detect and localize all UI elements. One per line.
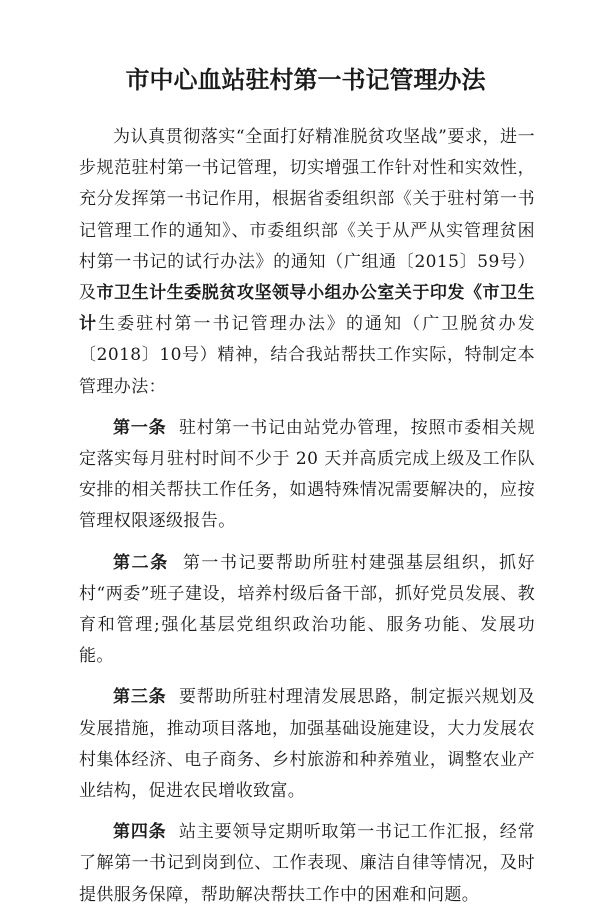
preamble-bold-text: 市卫生计生委脱贫攻坚领导小组办公室关于印发《市卫生计	[79, 283, 535, 335]
article-3-text: 要帮助所驻村理清发展思路，制定振兴规划及发展措施，推动项目落地，加强基础设施建设，大力发展农村集体经济、电子商务、乡村旅游和种养殖业，调整农业产业结构，促进农民增收致富。	[79, 687, 536, 802]
preamble-paragraph	[79, 122, 535, 403]
document-title: 市中心血站驻村第一书记管理办法	[125, 66, 486, 94]
article-1-text: 驻村第一书记由站党办管理，按照市委相关规定落实每月驻村时间不少于 20 天并高质完成上级及工作队安排的相关帮扶工作任务，如遇特殊情况需要解决的，应按管理权限逐级报告。	[79, 417, 536, 532]
article-3-paragraph	[79, 682, 535, 807]
article-4-text: 站主要领导定期听取第一书记工作汇报，经常了解第一书记到岗到位、工作表现、廉洁自律等情况，及时提供服务保障，帮助解决帮扶工作中的困难和问题。	[79, 822, 536, 905]
article-2-text: 第一书记要帮助所驻村建强基层组织，抓好村“两委”班子建设，培养村级后备干部，抓好党员发展、教育和管理;强化基层党组织政治功能、服务功能、发展功能。	[79, 552, 536, 667]
article-4-paragraph	[79, 817, 535, 911]
article-1-paragraph	[79, 413, 535, 538]
document-body	[79, 122, 535, 911]
preamble-text-2: 生委驻村第一书记管理办法》的通知（广卫脱贫办发〔2018〕10号）精神，结合我站帮扶工作实际，特制定本管理办法：	[79, 314, 535, 397]
article-4-label: 第四条	[113, 822, 167, 843]
article-2-paragraph	[79, 548, 535, 673]
preamble-text-1: 为认真贯彻落实“全面打好精准脱贫攻坚战”要求，进一步规范驻村第一书记管理，切实增强工作针对性和实效性，充分发挥第一书记作用，根据省委组织部《关于驻村第一书记管理工作的通知》、市委组织部《关于从严从实管理贫困村第一书记的试行办法》的通知（广组通〔2015〕59号）及	[79, 127, 535, 304]
article-3-label: 第三条	[113, 687, 167, 708]
article-1-label: 第一条	[113, 417, 167, 438]
article-2-label: 第二条	[113, 552, 169, 573]
